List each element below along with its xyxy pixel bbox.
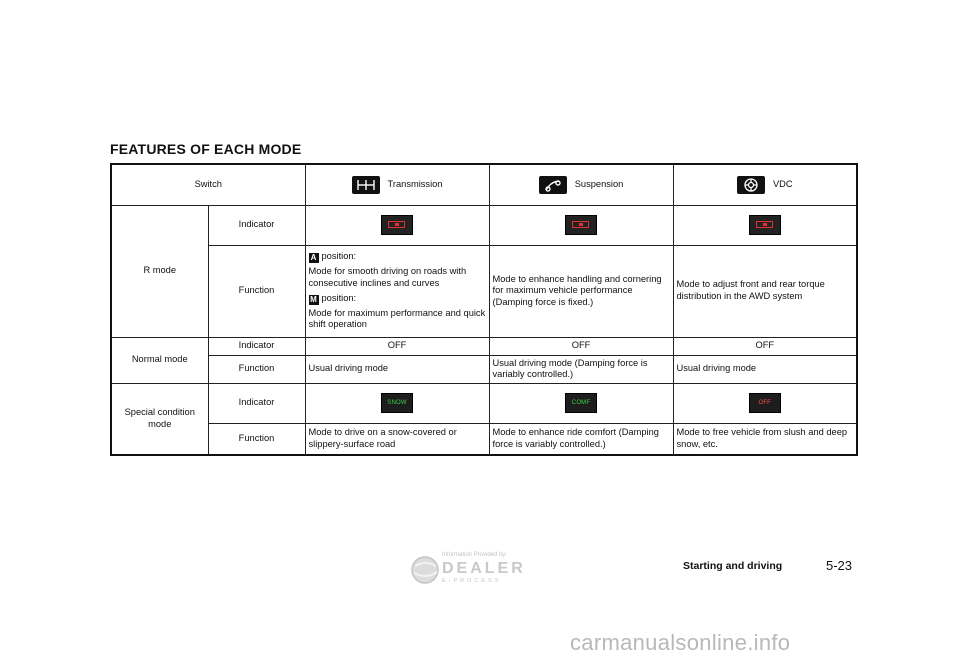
r-mode-function-row bbox=[111, 245, 857, 337]
suspension-header bbox=[489, 164, 673, 205]
m-position-text: Mode for maximum performance and quick shift operation bbox=[308, 307, 486, 330]
section-heading: FEATURES OF EACH MODE bbox=[110, 141, 302, 157]
transmission-header bbox=[305, 164, 489, 205]
transmission-special-indicator bbox=[305, 383, 489, 423]
transmission-r-function bbox=[305, 245, 489, 337]
snow-indicator-icon: SNOW bbox=[381, 393, 413, 413]
transmission-header-label: Transmission bbox=[387, 178, 443, 189]
m-position-label: position: bbox=[321, 292, 357, 303]
watermark-brand: DEALER bbox=[442, 560, 526, 577]
vdc-special-function: Mode to free vehicle from slush and deep snow, etc. bbox=[673, 423, 857, 455]
features-table bbox=[110, 163, 858, 456]
suspension-r-function: Mode to enhance handling and cornering for maximum vehicle performance (Damping force is fixed.) bbox=[489, 245, 673, 337]
function-label: Function bbox=[208, 245, 305, 337]
a-position-badge-icon: A bbox=[309, 253, 319, 263]
special-mode-indicator-row bbox=[111, 383, 857, 423]
transmission-normal-indicator: OFF bbox=[305, 337, 489, 355]
off-indicator-icon: OFF bbox=[749, 393, 781, 413]
watermark-provided-by: Information Provided by: bbox=[442, 552, 508, 558]
a-position-text: Mode for smooth driving on roads with consecutive inclines and curves bbox=[308, 266, 467, 288]
r-mode-indicator-icon bbox=[749, 215, 781, 235]
transmission-r-indicator bbox=[305, 205, 489, 245]
special-mode-label: Special condition mode bbox=[111, 383, 208, 455]
a-position-label: position: bbox=[321, 251, 357, 262]
globe-icon bbox=[412, 557, 438, 583]
normal-mode-function-row bbox=[111, 355, 857, 383]
suspension-normal-indicator: OFF bbox=[489, 337, 673, 355]
suspension-special-function: Mode to enhance ride comfort (Damping force is variably controlled.) bbox=[489, 423, 673, 455]
watermark-tagline: E-PROCESS bbox=[442, 578, 502, 584]
suspension-header-label: Suspension bbox=[574, 178, 624, 189]
vdc-header-label: VDC bbox=[772, 178, 793, 189]
special-mode-function-row bbox=[111, 423, 857, 455]
vdc-special-indicator bbox=[673, 383, 857, 423]
normal-mode-label: Normal mode bbox=[111, 337, 208, 383]
transmission-special-function: Mode to drive on a snow-covered or slippery-surface road bbox=[305, 423, 489, 455]
vdc-switch-icon bbox=[737, 176, 765, 194]
switch-header: Switch bbox=[111, 164, 305, 205]
function-label: Function bbox=[208, 355, 305, 383]
comf-indicator-icon: COMF bbox=[565, 393, 597, 413]
suspension-special-indicator bbox=[489, 383, 673, 423]
indicator-label: Indicator bbox=[208, 383, 305, 423]
function-label: Function bbox=[208, 423, 305, 455]
watermark-site: carmanualsonline.info bbox=[570, 630, 791, 655]
indicator-label: Indicator bbox=[208, 205, 305, 245]
suspension-normal-function: Usual driving mode (Damping force is variably controlled.) bbox=[489, 355, 673, 383]
vdc-normal-function: Usual driving mode bbox=[673, 355, 857, 383]
suspension-r-indicator bbox=[489, 205, 673, 245]
vdc-r-function: Mode to adjust front and rear torque distribution in the AWD system bbox=[673, 245, 857, 337]
transmission-normal-function: Usual driving mode bbox=[305, 355, 489, 383]
vdc-r-indicator bbox=[673, 205, 857, 245]
normal-mode-indicator-row bbox=[111, 337, 857, 355]
vdc-normal-indicator: OFF bbox=[673, 337, 857, 355]
suspension-switch-icon bbox=[539, 176, 567, 194]
header-row bbox=[111, 164, 857, 205]
r-mode-indicator-icon bbox=[565, 215, 597, 235]
r-mode-label: R mode bbox=[111, 205, 208, 337]
r-mode-indicator-row bbox=[111, 205, 857, 245]
m-position-badge-icon: M bbox=[310, 294, 317, 304]
footer-section-title: Starting and driving bbox=[683, 560, 783, 572]
page-number: 5-23 bbox=[826, 558, 853, 573]
r-mode-indicator-icon bbox=[381, 215, 413, 235]
transmission-switch-icon bbox=[352, 176, 380, 194]
indicator-label: Indicator bbox=[208, 337, 305, 355]
dealer-eprocess-watermark bbox=[410, 548, 550, 586]
vdc-header bbox=[673, 164, 857, 205]
